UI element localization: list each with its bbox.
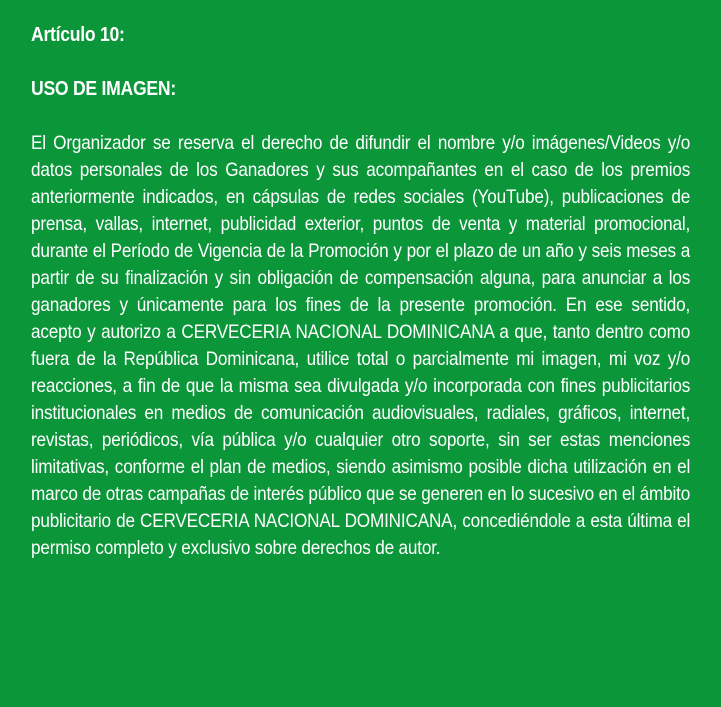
section-title: USO DE IMAGEN: xyxy=(31,78,176,100)
body-container xyxy=(31,130,690,562)
document xyxy=(31,22,690,562)
article-title: Artículo 10: xyxy=(31,24,125,46)
article-body: El Organizador se reserva el derecho de difundir el nombre y/o imágenes/Videos y/o datos personales de los Ganadores y sus acompañantes en el caso de los premios anteriormente indicados, en cápsulas de redes sociales (YouTube), publicaciones de prensa, vallas, internet, publicidad exterior, puntos de venta y material promocional, durante el Período de Vigencia de la Promoción y por el plazo de un año y seis meses a partir de su finalización y sin obligación de compensación alguna, para anunciar a los ganadores y únicamente para los fines de la presente promoción. En ese sentido, acepto y autorizo a CERVECERIA NACIONAL DOMINICANA a que, tanto dentro como fuera de la República Dominicana, utilice total o parcialmente mi imagen, mi voz y/o reacciones, a fin de que la misma sea divulgada y/o incorporada con fines publicitarios institucionales en medios de comunicación audiovisuales, radiales, gráficos, internet, revistas, periódicos, vía pública y/o cualquier otro soporte, sin ser estas menciones limitativas, conforme el plan de medios, siendo asimismo posible dicha utilización en el marco de otras campañas de interés público que se generen en lo sucesivo en el ámbito publicitario de CERVECERIA NACIONAL DOMINICANA, concediéndole a esta última el permiso completo y exclusivo sobre derechos de autor. xyxy=(31,132,690,559)
